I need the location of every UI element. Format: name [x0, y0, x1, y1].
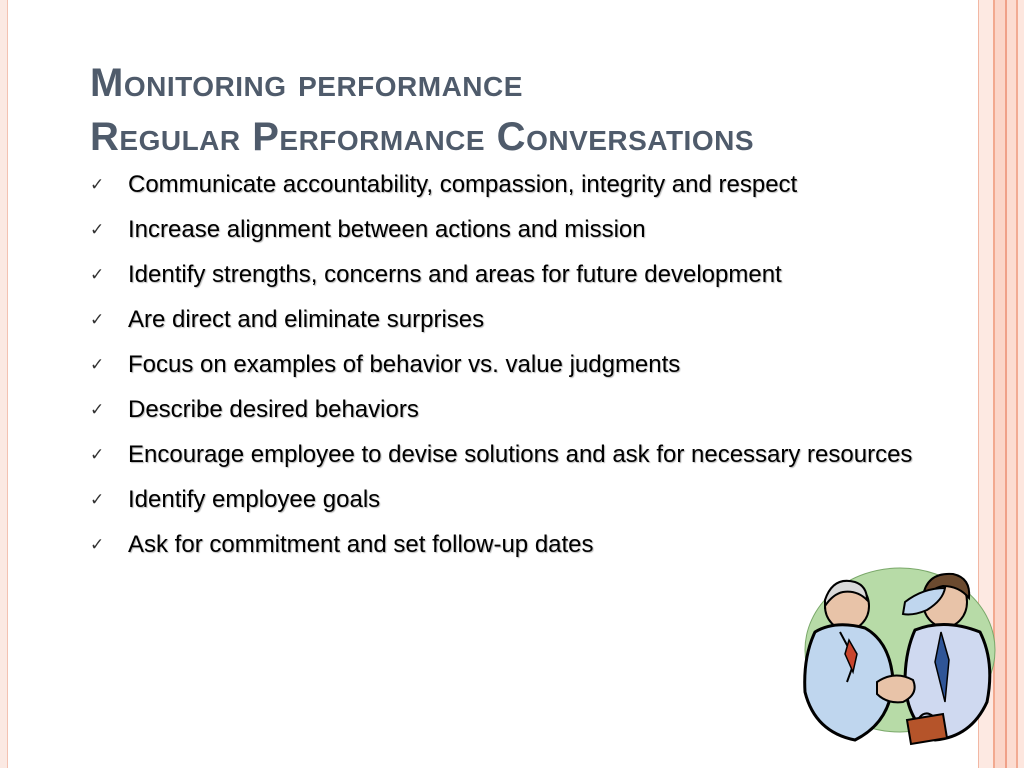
bullet-text: Identify strengths, concerns and areas for future development [128, 261, 782, 288]
checkmark-icon: ✓ [90, 445, 105, 464]
handshake-clipart-icon [795, 562, 1005, 754]
bullet-item [90, 528, 940, 561]
bullet-text: Are direct and eliminate surprises [128, 306, 485, 333]
bullet-text: Focus on examples of behavior vs. value judgments [128, 351, 681, 378]
checkmark-icon: ✓ [90, 490, 105, 509]
bullet-item [90, 393, 940, 426]
bullet-item [90, 213, 940, 246]
checkmark-icon: ✓ [90, 310, 105, 329]
bullet-text: Encourage employee to devise solutions and ask for necessary resources [128, 441, 913, 468]
left-border-line [0, 0, 8, 768]
bullet-text: Communicate accountability, compassion, integrity and respect [128, 171, 798, 198]
bullet-item [90, 168, 940, 201]
bullet-text: Describe desired behaviors [128, 396, 419, 423]
slide-title [90, 56, 970, 164]
bullet-text: Ask for commitment and set follow-up dates [128, 531, 594, 558]
checkmark-icon: ✓ [90, 355, 105, 374]
checkmark-icon: ✓ [90, 535, 105, 554]
title-line-1: Monitoring performance [90, 61, 523, 105]
checkmark-icon: ✓ [90, 400, 105, 419]
bullet-text: Identify employee goals [128, 486, 381, 513]
checkmark-icon: ✓ [90, 265, 105, 284]
bullet-item [90, 258, 940, 291]
checkmark-icon: ✓ [90, 175, 105, 194]
checkmark-icon: ✓ [90, 220, 105, 239]
bullet-item [90, 483, 940, 516]
bullet-text: Increase alignment between actions and mission [128, 216, 646, 243]
bullet-item [90, 303, 940, 336]
bullet-list [90, 168, 940, 573]
bullet-item [90, 348, 940, 381]
title-line-2: Regular Performance Conversations [90, 115, 755, 159]
bullet-item [90, 438, 940, 471]
